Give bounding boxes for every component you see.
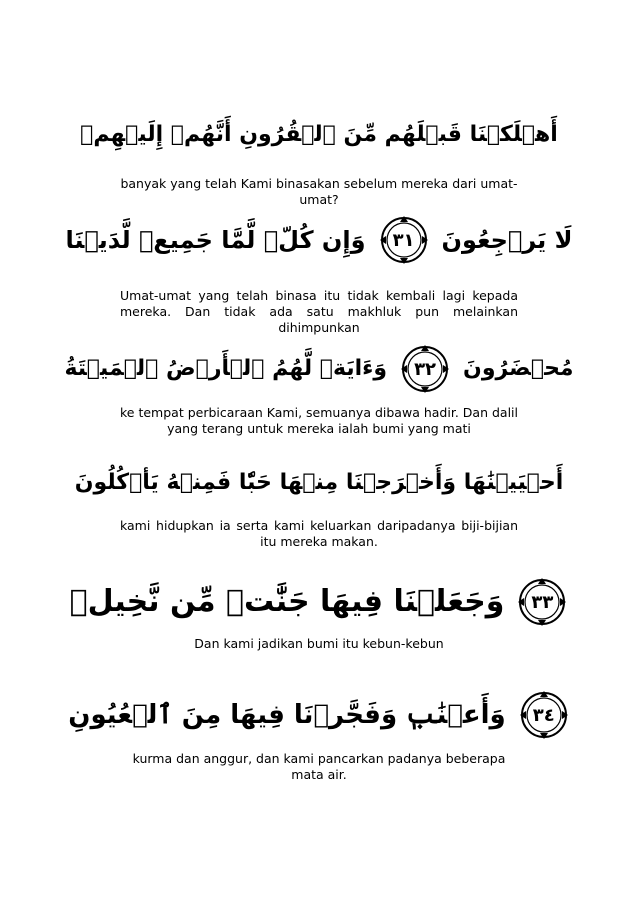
arabic-text: مُحۡضَرُونَ bbox=[463, 356, 574, 381]
arabic-text: وَأَعۡنَٰبٖ وَفَجَّرۡنَا فِيهَا مِنَ ٱلۡعُيُونِ bbox=[68, 700, 506, 730]
translation-line-4: kami hidupkan ia serta kami keluarkan daripadanya biji-bijian itu mereka makan. bbox=[120, 518, 518, 549]
translation-line-2: Umat-umat yang telah binasa itu tidak kembali lagi kepada mereka. Dan tidak ada satu makhluk pun melainkan dihimpunkan bbox=[120, 288, 518, 335]
arabic-verse-line-1 bbox=[60, 100, 578, 170]
ayah-number-marker bbox=[378, 214, 430, 266]
ayah-number: ٣٤ bbox=[532, 704, 555, 726]
arabic-text: أَهۡلَكۡنَا قَبۡلَهُم مِّنَ ٱلۡقُرُونِ أَنَّهُمۡ إِلَيۡهِمۡ bbox=[80, 122, 558, 147]
translation-line-3: ke tempat perbicaraan Kami, semuanya dibawa hadir. Dan dalil yang terang untuk mereka ialah bumi yang mati bbox=[120, 405, 518, 436]
translation-line-6: kurma dan anggur, dan kami pancarkan padanya beberapa mata air. bbox=[132, 751, 506, 782]
arabic-verse-line-6 bbox=[60, 680, 578, 750]
ayah-number-marker bbox=[518, 689, 570, 741]
ayah-number-marker bbox=[399, 343, 451, 395]
arabic-text: وَجَعَلۡنَا فِيهَا جَنَّٰتٖ مِّن نَّخِيلٖ bbox=[69, 584, 505, 619]
arabic-verse-line-5 bbox=[60, 567, 578, 637]
ayah-number-marker bbox=[516, 576, 568, 628]
arabic-text: أَحۡيَيۡنَٰهَا وَأَخۡرَجۡنَا مِنۡهَا حَبّٗا فَمِنۡهُ يَأۡكُلُونَ bbox=[74, 470, 564, 495]
ayah-number: ٣١ bbox=[392, 229, 415, 251]
arabic-verse-line-2 bbox=[60, 205, 578, 275]
translation-line-5: Dan kami jadikan bumi itu kebun-kebun bbox=[194, 636, 444, 651]
arabic-text: لَا يَرۡجِعُونَ bbox=[441, 226, 573, 254]
arabic-text: وَإِن كُلّٞ لَّمَّا جَمِيعٞ لَّدَيۡنَا bbox=[65, 226, 366, 254]
ayah-number: ٣٢ bbox=[414, 358, 437, 380]
ayah-number: ٣٣ bbox=[531, 591, 554, 613]
arabic-verse-line-4 bbox=[60, 448, 578, 518]
translation-line-1: banyak yang telah Kami binasakan sebelum mereka dari umat-umat? bbox=[120, 176, 518, 207]
arabic-verse-line-3 bbox=[60, 334, 578, 404]
arabic-text: وَءَايَةٞ لَّهُمُ ٱلۡأَرۡضُ ٱلۡمَيۡتَةُ bbox=[64, 356, 388, 381]
